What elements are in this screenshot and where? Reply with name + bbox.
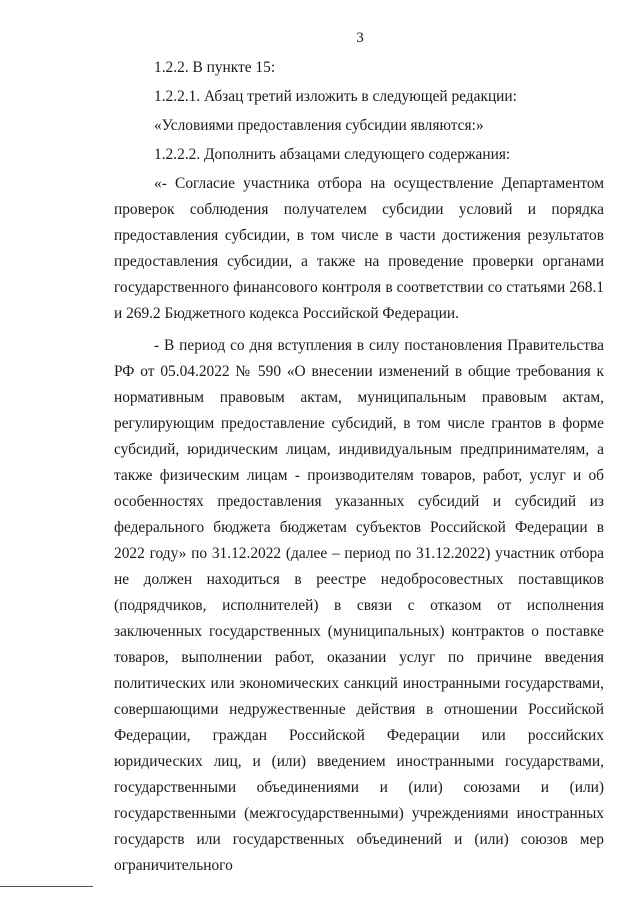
paragraph-clause-1-2-2-2: 1.2.2.2. Дополнить абзацами следующего содержания:: [154, 146, 511, 163]
document-body: [114, 55, 604, 879]
page-edge-line: [0, 886, 93, 887]
paragraph-clause-1-2-2-1: 1.2.2.1. Абзац третий изложить в следующей редакции:: [154, 88, 517, 105]
page-number: 3: [356, 30, 364, 46]
paragraph-period-requirement: - В период со дня вступления в силу постановления Правительства РФ от 05.04.2022 № 590 «О внесении изменений в общие требования к нормативным правовым актам, муниципальным правовым актам, регулирующим предоставление субсидий, в том числе грантов в форме субсидий, юридическим лицам, индивидуальным предпринимателям, а также физическим лицам - производителям товаров, работ, услуг и об особенностях предоставления указанных субсидий и субсидий из федерального бюджета бюджетам субъектов Российской Федерации в 2022 году» по 31.12.2022 (далее – период по 31.12.2022) участник отбора не должен находиться в реестре недобросовестных поставщиков (подрядчиков, исполнителей) в связи с отказом от исполнения заключенных государственных (муниципальных) контрактов о поставке товаров, выполнении работ, оказании услуг по причине введения политических или экономических санкций иностранными государствами, совершающими недружественные действия в отношении Российской Федерации, граждан Российской Федерации или российских юридических лиц, и (или) введением иностранными государствами, государственными объединениями и (или) союзами и (или) государственными (межгосударственными) учреждениями иностранных государств или государственных объединений и (или) союзов мер ограничительного: [114, 337, 604, 874]
paragraph-consent: «- Согласие участника отбора на осуществление Департаментом проверок соблюдения получателем субсидии условий и порядка предоставления субсидии, в том числе в части достижения результатов предоставления субсидии, а также на проведение проверки органами государственного финансового контроля в соответствии со статьями 268.1 и 269.2 Бюджетного кодекса Российской Федерации.: [114, 175, 604, 322]
paragraph-clause-1-2-2: 1.2.2. В пункте 15:: [154, 59, 276, 76]
paragraph-conditions-quote: «Условиями предоставления субсидии являются:»: [154, 117, 484, 134]
